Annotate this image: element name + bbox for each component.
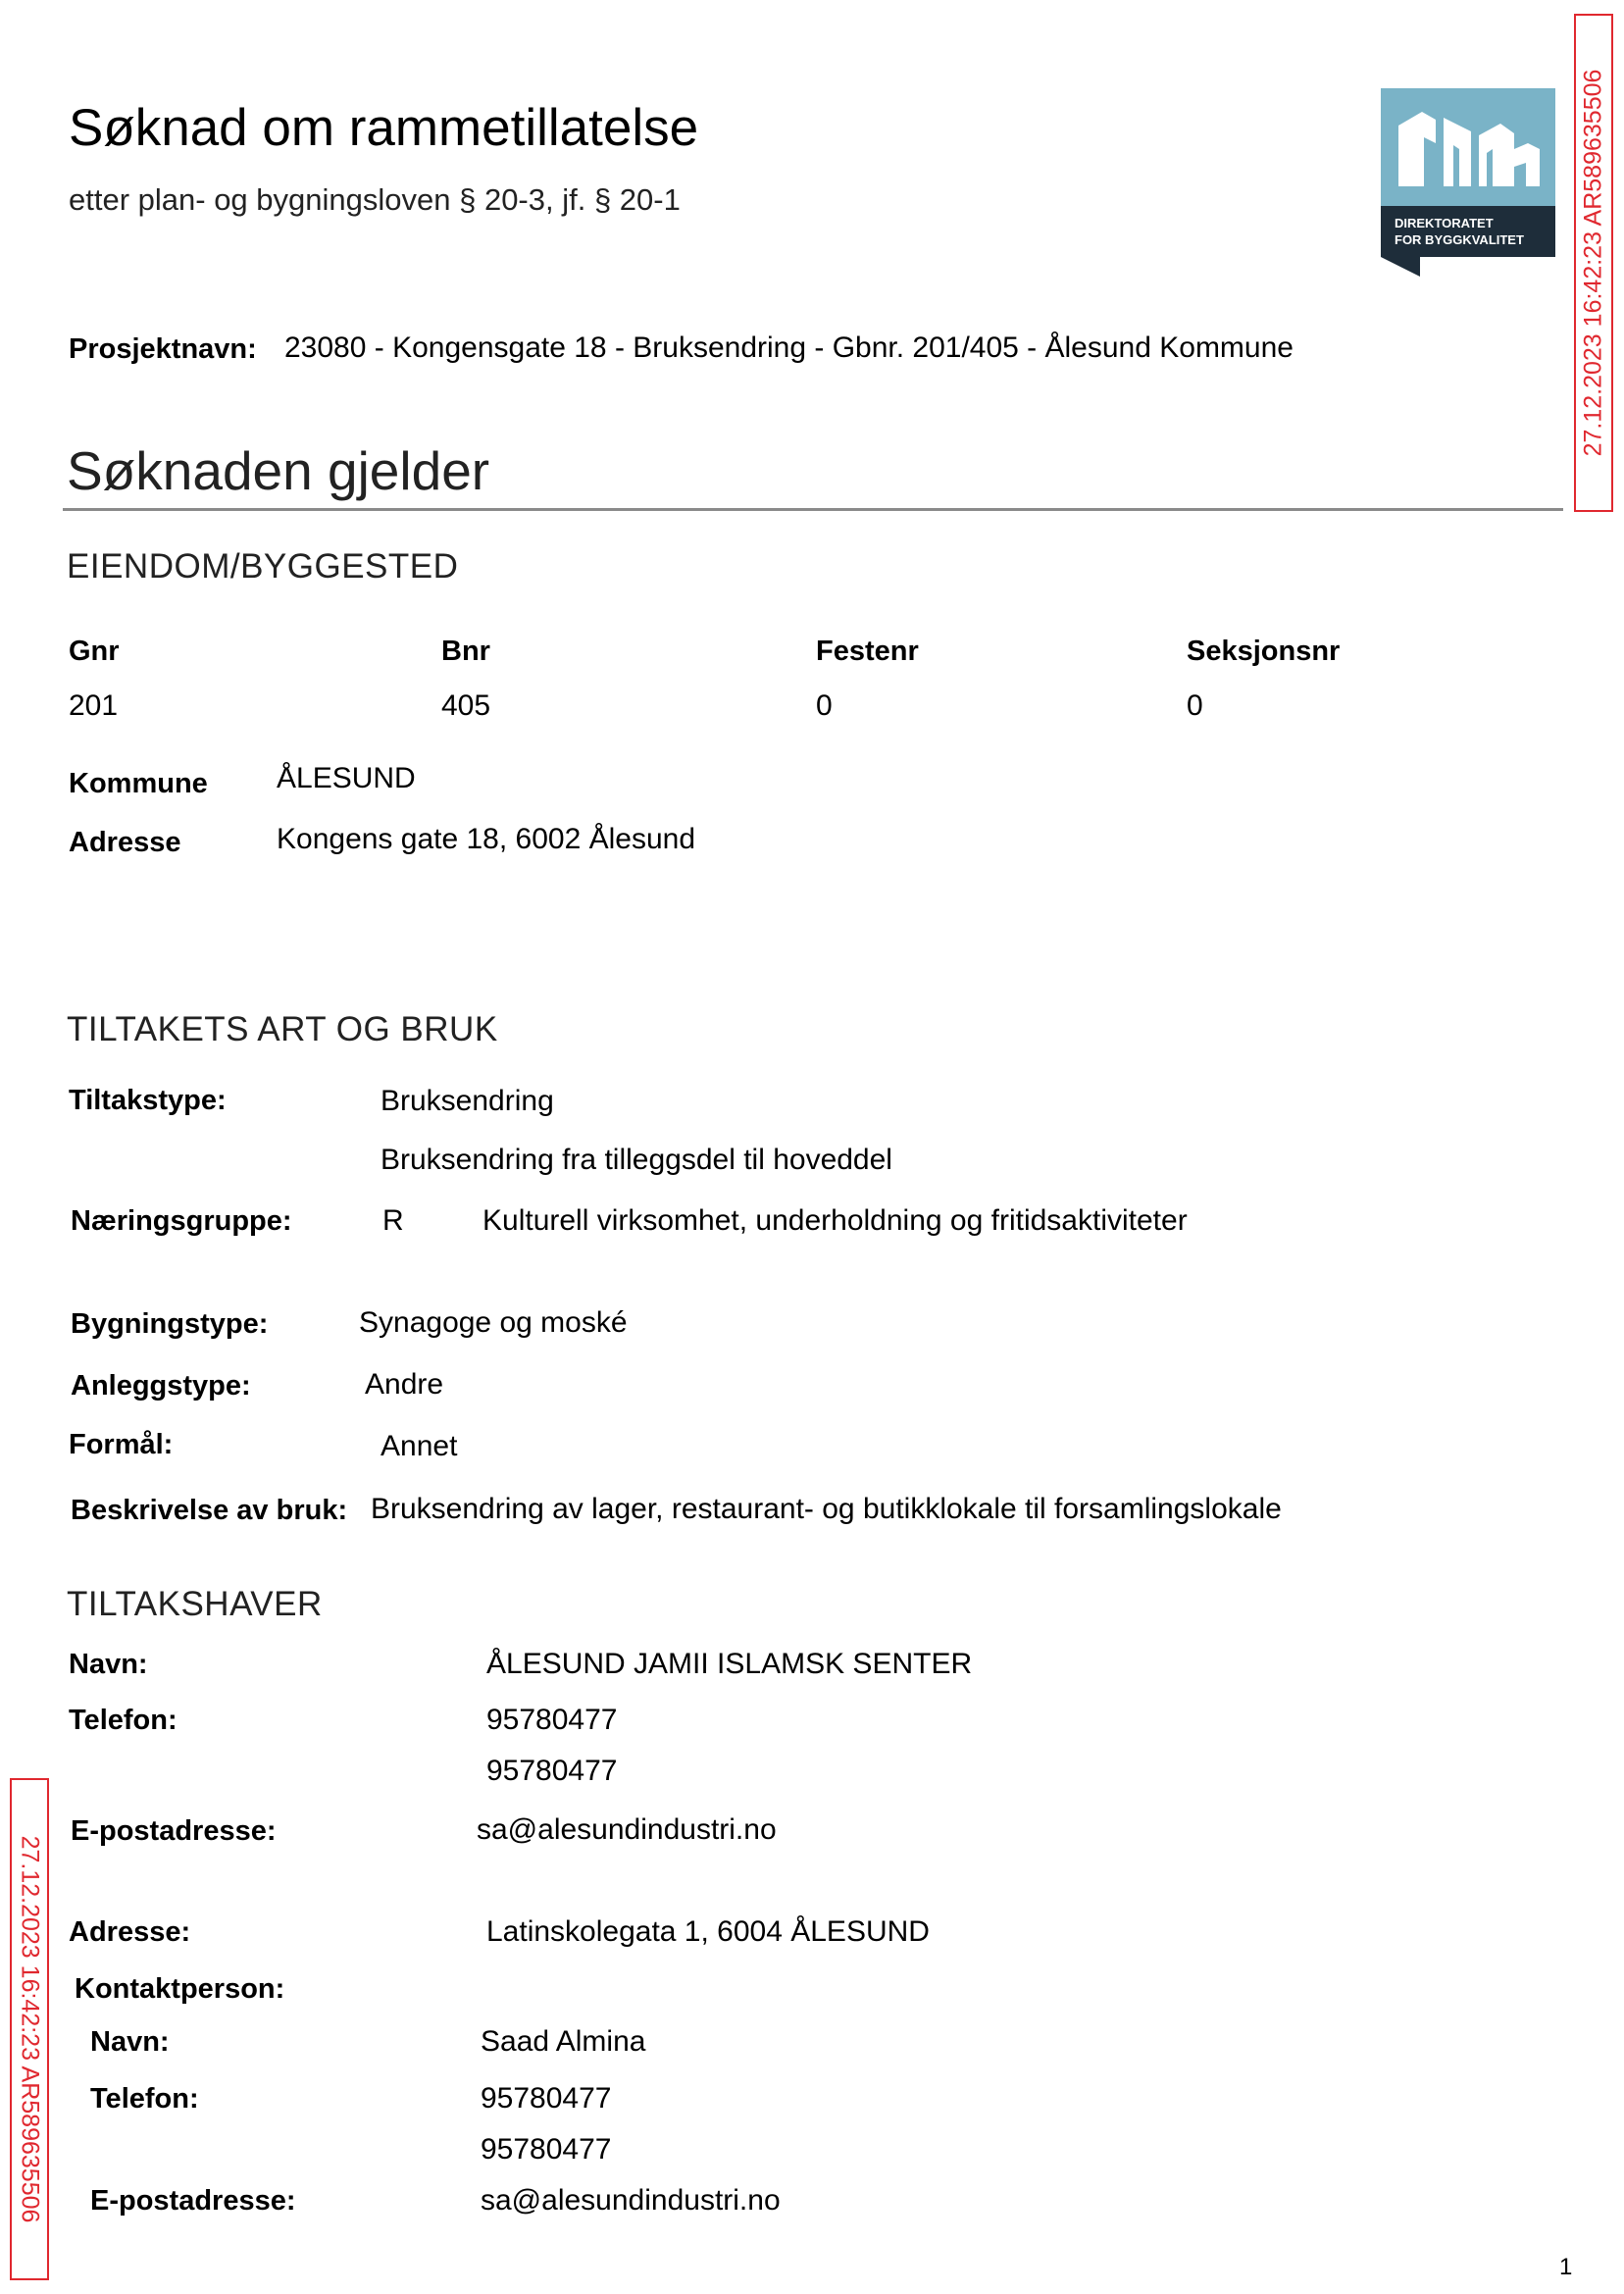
beskrivelse-label: Beskrivelse av bruk:	[71, 1495, 348, 1526]
stamp-text: 27.12.2023 16:42:23 AR589635506	[16, 1835, 44, 2223]
kontakt-navn-label: Navn:	[90, 2026, 170, 2058]
dibk-logo	[1381, 88, 1555, 277]
gnr-value: 201	[69, 689, 119, 722]
gnr-label: Gnr	[69, 636, 120, 667]
tiltakshaver-adresse-value: Latinskolegata 1, 6004 ÅLESUND	[486, 1915, 930, 1948]
tiltakshaver-epost-label: E-postadresse:	[71, 1815, 277, 1847]
receipt-stamp-bottom	[10, 1778, 49, 2280]
seksjonsnr-value: 0	[1187, 689, 1203, 722]
logo-text-line2: FOR BYGGKVALITET	[1395, 232, 1524, 247]
festenr-value: 0	[816, 689, 833, 722]
adresse-value: Kongens gate 18, 6002 Ålesund	[277, 823, 696, 855]
project-value: 23080 - Kongensgate 18 - Bruksendring - Gbnr. 201/405 - Ålesund Kommune	[284, 331, 1294, 364]
tiltakshaver-epost-value: sa@alesundindustri.no	[477, 1813, 777, 1846]
logo-text-line1: DIREKTORATET	[1395, 216, 1494, 230]
beskrivelse-value: Bruksendring av lager, restaurant- og butikklokale til forsamlingslokale	[371, 1493, 1282, 1525]
kontaktperson-label: Kontaktperson:	[75, 1973, 285, 2005]
document-subtitle: etter plan- og bygningsloven § 20-3, jf. § 20-1	[69, 182, 681, 217]
kommune-label: Kommune	[69, 768, 208, 799]
bnr-label: Bnr	[441, 636, 490, 667]
adresse-label: Adresse	[69, 827, 181, 858]
dibk-logo-mark	[1381, 88, 1555, 277]
section-divider	[63, 508, 1563, 511]
kontakt-epost-value: sa@alesundindustri.no	[481, 2184, 781, 2217]
naeringsgruppe-label: Næringsgruppe:	[71, 1205, 292, 1237]
kontakt-navn-value: Saad Almina	[481, 2025, 646, 2058]
tiltakshaver-telefon-label: Telefon:	[69, 1705, 178, 1736]
tiltakstype-detail: Bruksendring fra tilleggsdel til hoveddel	[381, 1144, 892, 1176]
tiltakshaver-telefon-value-1: 95780477	[486, 1704, 618, 1736]
tiltak-heading: TILTAKETS ART OG BRUK	[67, 1010, 498, 1048]
tiltakshaver-heading: TILTAKSHAVER	[67, 1585, 323, 1623]
page-number: 1	[1559, 2254, 1573, 2280]
bnr-value: 405	[441, 689, 491, 722]
anleggstype-label: Anleggstype:	[71, 1370, 251, 1402]
stamp-text: 27.12.2023 16:42:23 AR589635506	[1579, 69, 1607, 457]
kontakt-epost-label: E-postadresse:	[90, 2185, 296, 2217]
formal-label: Formål:	[69, 1429, 174, 1460]
bygningstype-value: Synagoge og moské	[359, 1306, 628, 1339]
naeringsgruppe-value: Kulturell virksomhet, underholdning og fritidsaktiviteter	[482, 1204, 1188, 1237]
property-heading: EIENDOM/BYGGESTED	[67, 547, 459, 586]
formal-value: Annet	[381, 1430, 458, 1462]
tiltakshaver-navn-value: ÅLESUND JAMII ISLAMSK SENTER	[486, 1648, 973, 1680]
festenr-label: Festenr	[816, 636, 919, 667]
anleggstype-value: Andre	[365, 1368, 444, 1401]
tiltakshaver-adresse-label: Adresse:	[69, 1916, 191, 1948]
tiltakstype-label: Tiltakstype:	[69, 1085, 227, 1116]
tiltakshaver-telefon-value-2: 95780477	[486, 1755, 618, 1787]
receipt-stamp-top	[1574, 14, 1613, 512]
naeringsgruppe-code: R	[382, 1204, 404, 1237]
project-label: Prosjektnavn:	[69, 333, 257, 365]
kontakt-telefon-label: Telefon:	[90, 2083, 199, 2115]
tiltakshaver-navn-label: Navn:	[69, 1649, 148, 1680]
document-title: Søknad om rammetillatelse	[69, 99, 699, 157]
section-heading: Søknaden gjelder	[67, 440, 490, 501]
tiltakstype-value: Bruksendring	[381, 1085, 554, 1117]
bygningstype-label: Bygningstype:	[71, 1308, 269, 1340]
kontakt-telefon-value-1: 95780477	[481, 2082, 612, 2115]
kontakt-telefon-value-2: 95780477	[481, 2133, 612, 2166]
seksjonsnr-label: Seksjonsnr	[1187, 636, 1341, 667]
kommune-value: ÅLESUND	[277, 762, 416, 794]
